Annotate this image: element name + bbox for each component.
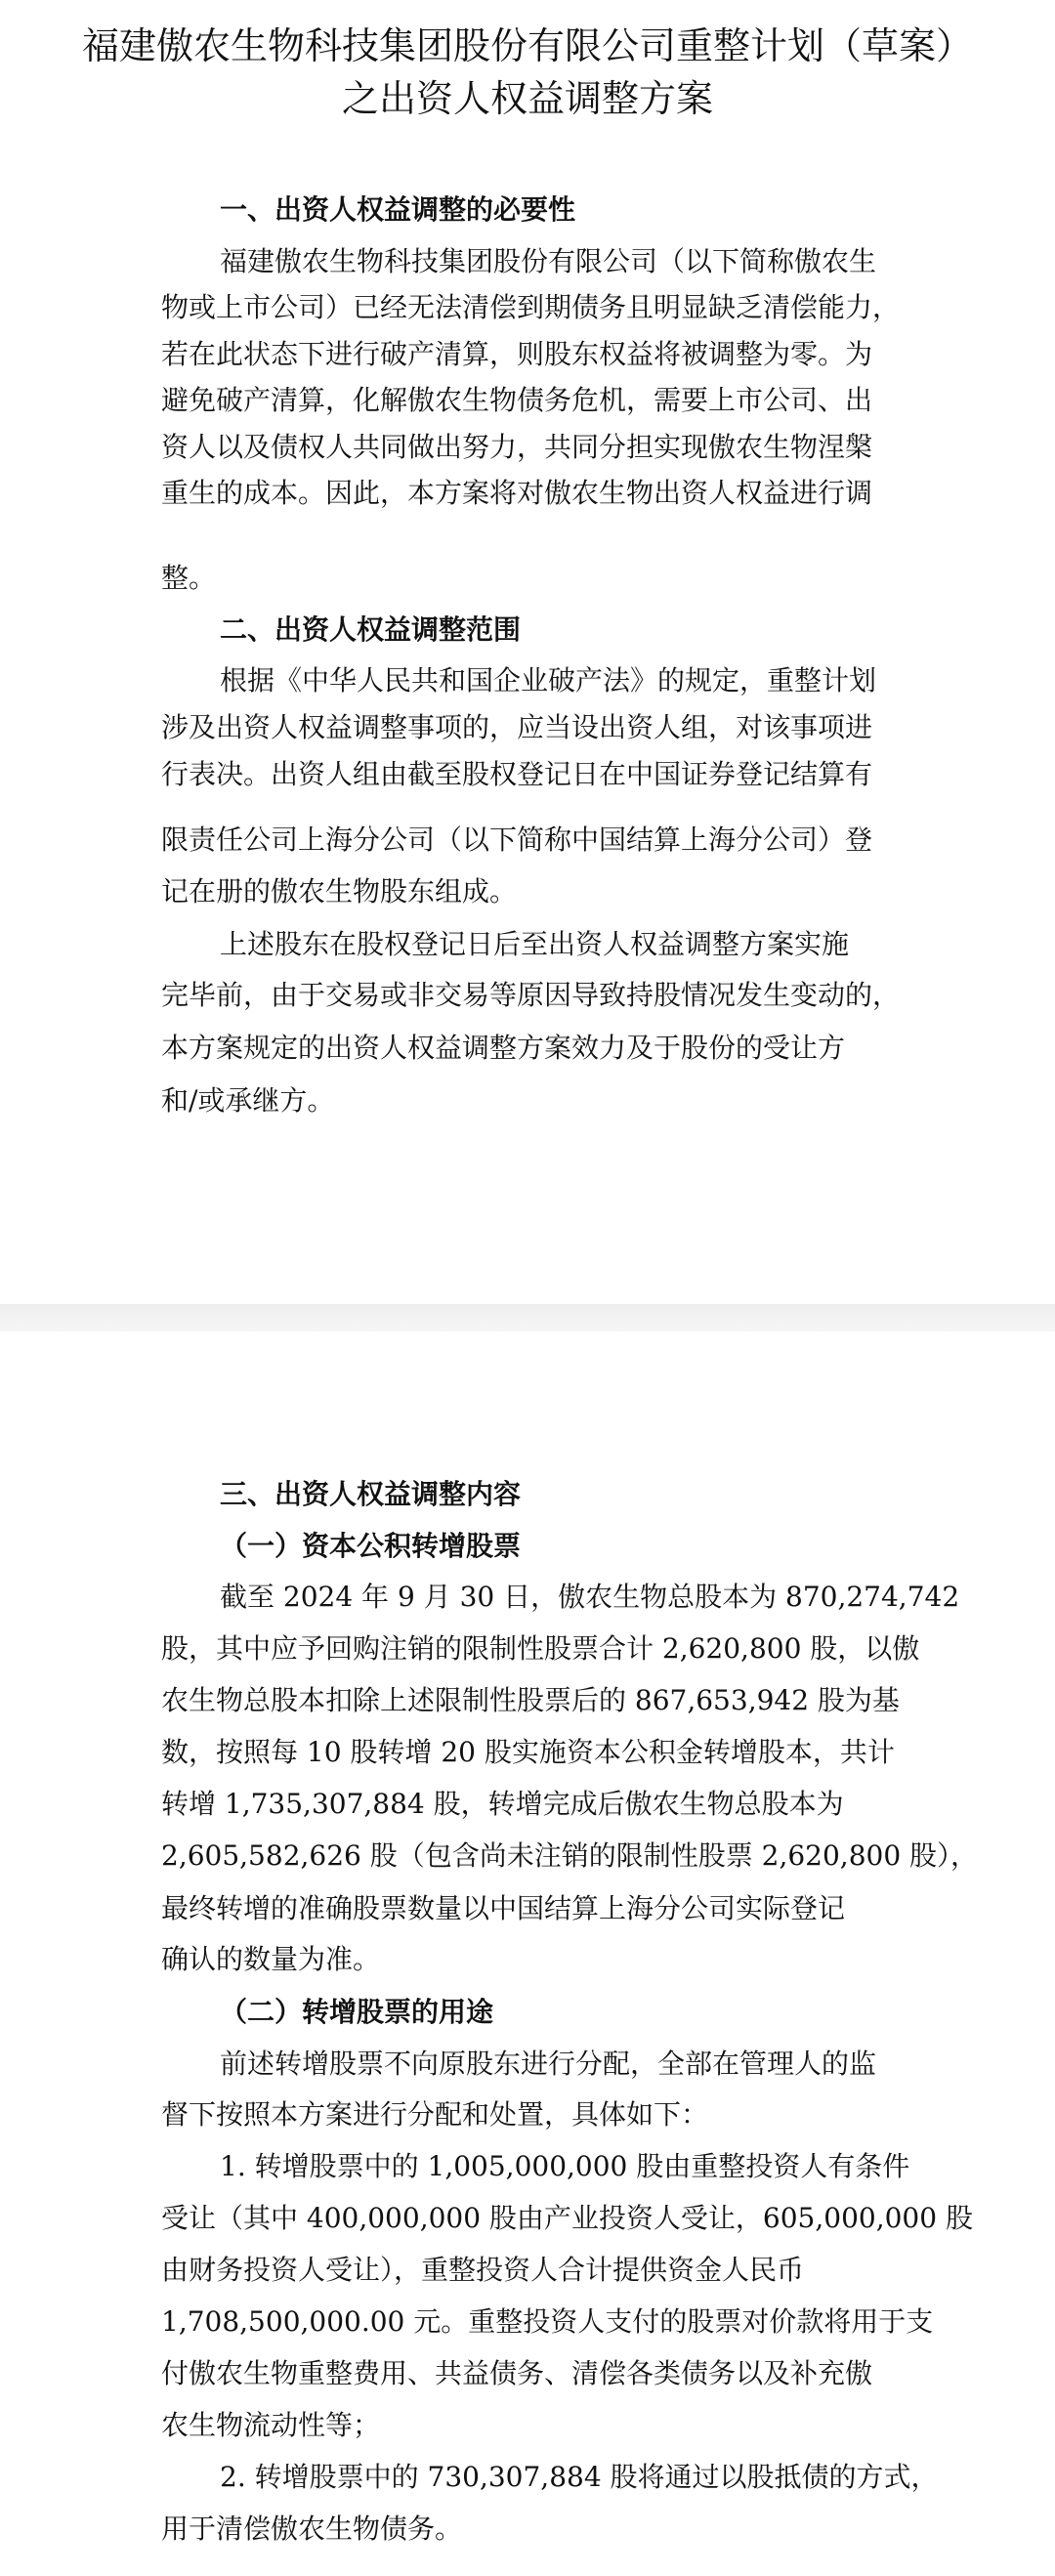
- section-2-para1-line: 限责任公司上海分公司（以下简称中国结算上海分公司）登: [161, 823, 873, 856]
- section-3-item1-line: 1,708,500,000.00 元。重整投资人支付的股票对价款将用于支: [161, 2305, 934, 2338]
- section-3-item2-line: 2. 转增股票中的 730,307,884 股将通过以股抵债的方式，: [220, 2461, 939, 2493]
- section-3-sub1-line: 最终转增的准确股票数量以中国结算上海分公司实际登记: [161, 1892, 846, 1924]
- section-2-para2-line: 本方案规定的出资人权益调整方案效力及于股份的受让方: [161, 1032, 846, 1064]
- section-3-item1-line: 1. 转增股票中的 1,005,000,000 股由重整投资人有条件: [220, 2150, 910, 2182]
- section-1-line: 福建傲农生物科技集团股份有限公司（以下简称傲农生: [220, 245, 877, 277]
- section-1-line: 避免破产清算，化解傲农生物债务危机，需要上市公司、出: [161, 384, 873, 416]
- section-1-heading: 一、出资人权益调整的必要性: [220, 193, 576, 226]
- section-1-line: 若在此状态下进行破产清算，则股东权益将被调整为零。为: [161, 338, 873, 370]
- section-3-sub1-line: 数，按照每 10 股转增 20 股实施资本公积金转增股本，共计: [161, 1736, 895, 1768]
- section-2-para2-line: 和/或承继方。: [161, 1084, 335, 1117]
- section-3-sub1-line: 截至 2024 年 9 月 30 日，傲农生物总股本为 870,274,742: [220, 1581, 960, 1613]
- page-break-divider: [0, 1304, 1055, 1331]
- section-2-para2-line: 上述股东在股权登记日后至出资人权益调整方案实施: [220, 928, 850, 960]
- section-3-item2-line: 用于清偿傲农生物债务。: [161, 2513, 463, 2545]
- document-title-line-1: 福建傲农生物科技集团股份有限公司重整计划（草案）: [81, 24, 973, 67]
- section-3-sub1-line: 2,605,582,626 股（包含尚未注销的限制性股票 2,620,800 股），: [161, 1839, 979, 1872]
- section-2-para1-line: 行表决。出资人组由截至股权登记日在中国证券登记结算有: [161, 758, 873, 790]
- section-3-sub1-heading: （一）资本公积转增股票: [220, 1530, 522, 1562]
- section-3-item1-line: 付傲农生物重整费用、共益债务、清偿各类债务以及补充傲: [161, 2357, 873, 2389]
- section-3-sub1-line: 股，其中应予回购注销的限制性股票合计 2,620,800 股，以傲: [161, 1632, 920, 1665]
- section-3-sub2-intro-line: 前述转增股票不向原股东进行分配，全部在管理人的监: [220, 2048, 877, 2080]
- section-2-para2-line: 完毕前，由于交易或非交易等原因导致持股情况发生变动的，: [161, 979, 901, 1011]
- section-3-item1-line: 受让（其中 400,000,000 股由产业投资人受让，605,000,000 股: [161, 2202, 973, 2234]
- section-1-line: 资人以及债权人共同做出努力，共同分担实现傲农生物涅槃: [161, 431, 873, 463]
- section-3-heading: 三、出资人权益调整内容: [220, 1478, 522, 1510]
- section-3-item1-line: 由财务投资人受让），重整投资人合计提供资金人民币: [161, 2254, 805, 2286]
- section-2-para1-line: 记在册的傲农生物股东组成。: [161, 875, 518, 908]
- section-1-line: 整。: [161, 562, 217, 594]
- section-1-line: 物或上市公司）已经无法清偿到期债务且明显缺乏清偿能力，: [161, 291, 901, 323]
- section-3-item1-line: 农生物流动性等；: [161, 2409, 381, 2441]
- document-title-line-2: 之出资人权益调整方案: [341, 77, 713, 120]
- section-2-para1-line: 涉及出资人权益调整事项的，应当设出资人组，对该事项进: [161, 711, 873, 743]
- section-3-sub1-line: 农生物总股本扣除上述限制性股票后的 867,653,942 股为基: [161, 1684, 900, 1716]
- section-3-sub2-heading: （二）转增股票的用途: [220, 1996, 494, 2028]
- section-1-line: 重生的成本。因此，本方案将对傲农生物出资人权益进行调: [161, 477, 873, 509]
- section-2-para1-line: 根据《中华人民共和国企业破产法》的规定，重整计划: [220, 664, 877, 697]
- section-3-sub2-intro-line: 督下按照本方案进行分配和处置，具体如下：: [161, 2098, 709, 2131]
- section-3-sub1-line: 确认的数量为准。: [161, 1943, 381, 1975]
- section-2-heading: 二、出资人权益调整范围: [220, 613, 522, 646]
- section-3-sub1-line: 转增 1,735,307,884 股，转增完成后傲农生物总股本为: [161, 1788, 844, 1820]
